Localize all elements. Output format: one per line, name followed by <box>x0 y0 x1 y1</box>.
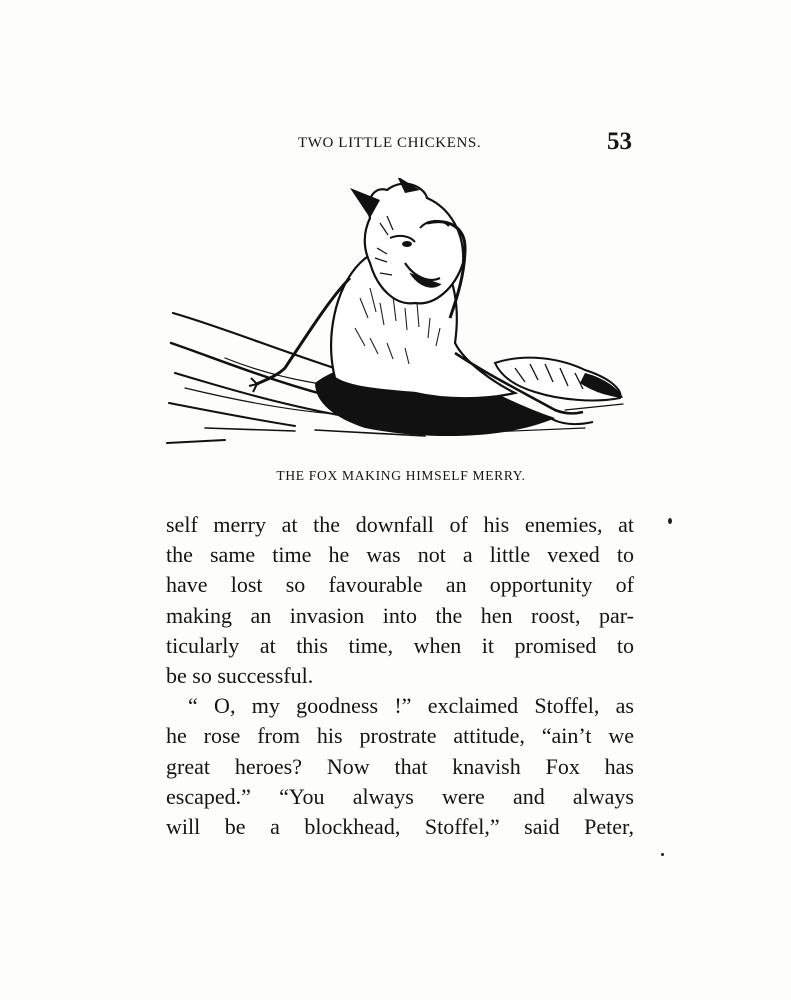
text-line: he rose from his prostrate attitude, “ain’t we <box>166 723 634 749</box>
page-number: 53 <box>607 128 632 155</box>
text-line: great heroes? Now that knavish Fox has <box>166 753 634 779</box>
text-line: the same time he was not a little vexed to <box>166 542 634 568</box>
text-line: “ O, my goodness !” exclaimed Stoffel, as <box>188 693 634 719</box>
text-line: making an invasion into the hen roost, par- <box>166 602 634 628</box>
running-title: TWO LITTLE CHICKENS. <box>298 135 482 151</box>
text-line: ticularly at this time, when it promised to <box>166 632 634 658</box>
text-line: will be a blockhead, Stoffel,” said Peter, <box>166 814 634 840</box>
illustration-caption: THE FOX MAKING HIMSELF MERRY. <box>276 468 526 483</box>
fox-illustration <box>165 178 635 453</box>
body-text <box>166 510 634 842</box>
text-line: have lost so favourable an opportunity of <box>166 572 634 598</box>
text-line: self merry at the downfall of his enemies, at <box>166 512 634 537</box>
ink-speck <box>668 518 672 524</box>
ink-speck <box>661 853 664 856</box>
text-line: be so successful. <box>166 663 314 689</box>
text-line: escaped.” “You always were and always <box>166 783 634 809</box>
